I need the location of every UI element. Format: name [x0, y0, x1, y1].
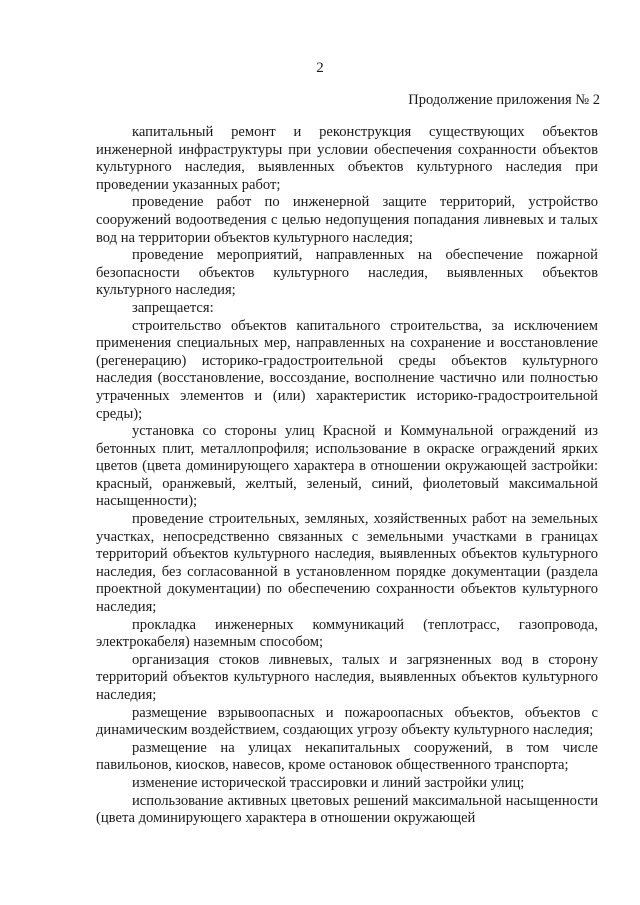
appendix-continuation-note: Продолжение приложения № 2: [408, 92, 600, 108]
paragraph: проведение мероприятий, направленных на обеспечение пожарной безопасности объектов культурного наследия, выявленных объектов культурного наследия;: [96, 247, 598, 299]
paragraph: капитальный ремонт и реконструкция существующих объектов инженерной инфраструктуры при условии обеспечения сохранности объектов культурного наследия, выявленных объектов культурного наследия при проведении указанных работ;: [96, 124, 598, 193]
paragraph: использование активных цветовых решений максимальной насыщенности (цвета доминирующего характера в отношении окружающей: [96, 792, 598, 827]
paragraph: проведение работ по инженерной защите территорий, устройство сооружений водоотведения с целью недопущения попадания ливневых и талых вод на территории объектов культурного наследия;: [96, 194, 598, 246]
paragraph: изменение исторической трассировки и линий застройки улиц;: [132, 774, 525, 791]
paragraph: прокладка инженерных коммуникаций (теплотрасс, газопровода, электрокабеля) наземным способом;: [96, 616, 598, 651]
paragraph: запрещается:: [132, 299, 214, 316]
paragraph: организация стоков ливневых, талых и загрязненных вод в сторону территорий объектов культурного наследия, выявленных объектов культурного наследия;: [96, 651, 598, 703]
paragraph: строительство объектов капитального строительства, за исключением применения специальных мер, направленных на сохранение и восстановление (регенерацию) историко-градостроительной среды объектов культурного наследия (восстановление, воссоздание, восполнение частично или полностью утраченных элементов и (или) характеристик историко-градостроительной среды);: [96, 317, 598, 422]
document-body: [96, 124, 598, 828]
paragraph: размещение взрывоопасных и пожароопасных объектов, объектов с динамическим воздействием, создающих угрозу объекту культурного наследия;: [96, 704, 598, 739]
paragraph: проведение строительных, земляных, хозяйственных работ на земельных участках, непосредственно связанных с земельными участками в границах территорий объектов культурного наследия, выявленных объектов культурного наследия, без согласованной в установленном порядке документации (раздела проектной документации) по обеспечению сохранности объектов культурного наследия;: [96, 511, 598, 616]
paragraph: установка со стороны улиц Красной и Коммунальной ограждений из бетонных плит, металлопрофиля; использование в окраске ограждений ярких цветов (цвета доминирующего характера в отношении окружающей застройки: красный, оранжевый, желтый, зеленый, синий, фиолетовый максимальной насыщенности);: [96, 423, 598, 510]
paragraph: размещение на улицах некапитальных сооружений, в том числе павильонов, киосков, навесов, кроме остановок общественного транспорта;: [96, 739, 598, 774]
page-number: 2: [316, 60, 324, 76]
